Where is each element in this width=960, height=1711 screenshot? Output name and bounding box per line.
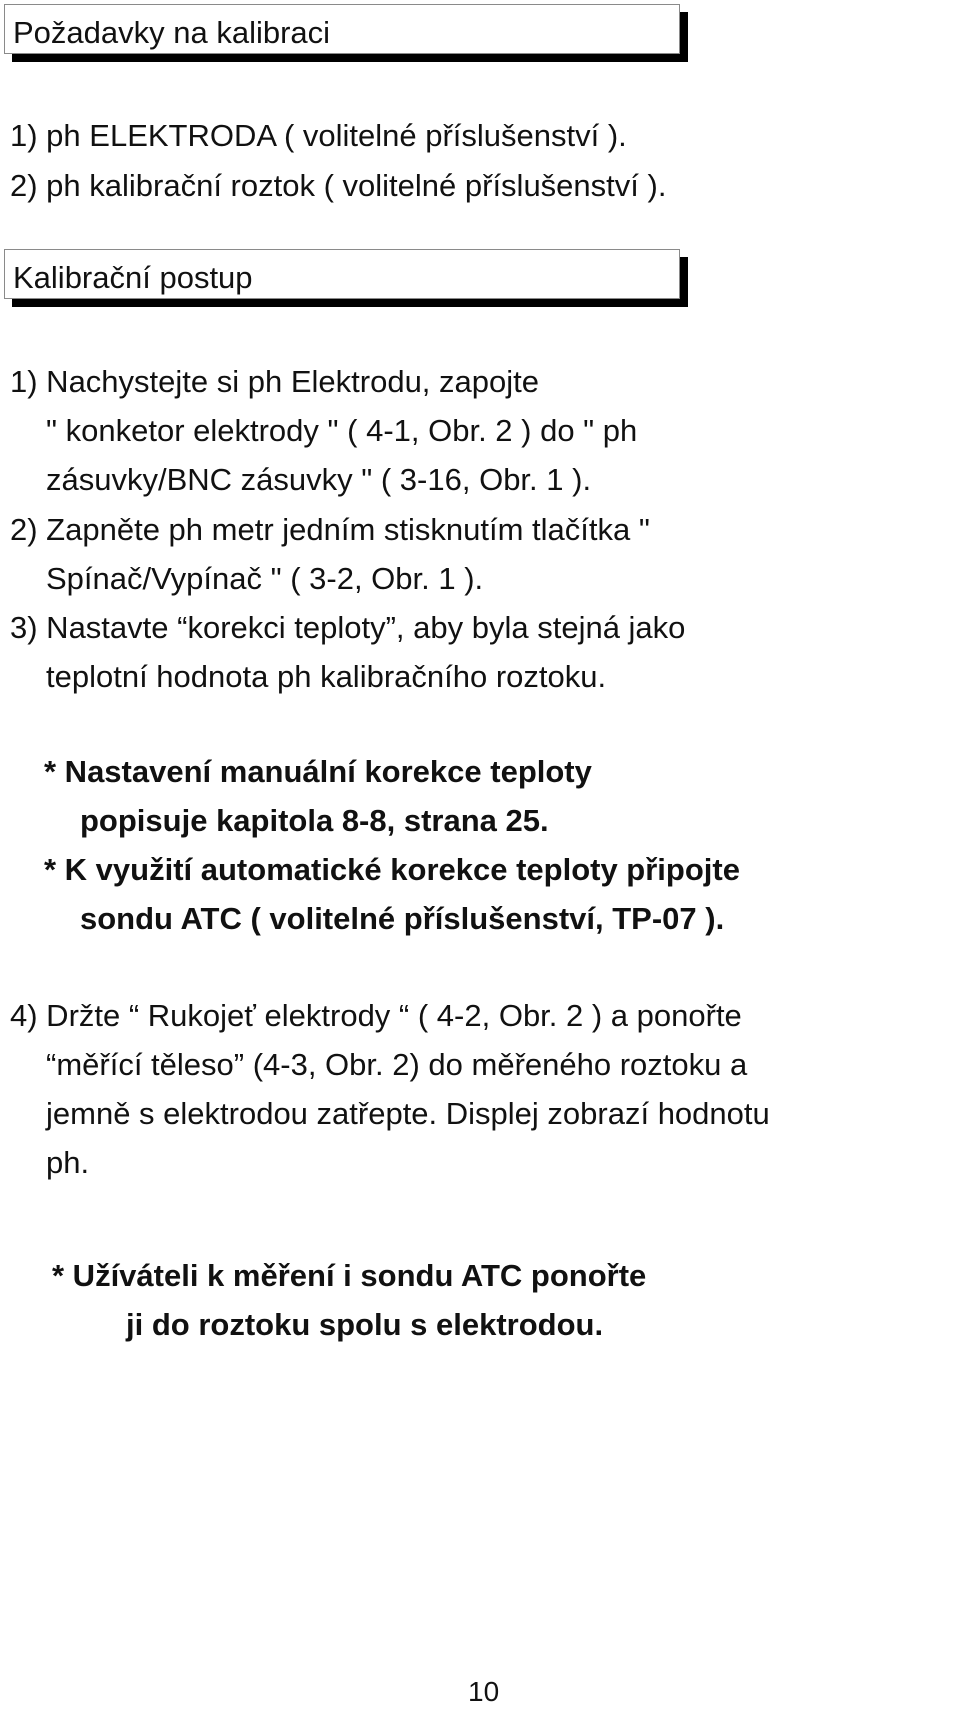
- note-line: * Nastavení manuální korekce teploty: [44, 754, 592, 789]
- procedure-line: " konketor elektrody " ( 4-1, Obr. 2 ) do " ph: [46, 413, 638, 448]
- note2-line: ji do roztoku spolu s elektrodou.: [126, 1307, 604, 1342]
- procedure-line: 3) Nastavte “korekci teploty”, aby byla stejná jako: [10, 610, 686, 645]
- requirement-item: 1) ph ELEKTRODA ( volitelné příslušenství ).: [10, 118, 627, 153]
- procedure-line: teplotní hodnota ph kalibračního roztoku.: [46, 659, 607, 694]
- step4-line: 4) Držte “ Rukojeť elektrody “ ( 4-2, Obr. 2 ) a ponořte: [10, 998, 742, 1033]
- procedure-line: 2) Zapněte ph metr jedním stisknutím tlačítka ": [10, 512, 650, 547]
- heading-text: Požadavky na kalibraci: [13, 15, 331, 50]
- section-heading-procedure: [4, 249, 680, 299]
- step4-line: “měřící těleso” (4-3, Obr. 2) do měřeného roztoku a: [46, 1047, 748, 1082]
- note-line: sondu ATC ( volitelné příslušenství, TP-07 ).: [80, 901, 725, 936]
- step4-line: ph.: [46, 1145, 90, 1180]
- section-heading-requirements: [4, 4, 680, 54]
- note2-line: * Užíváteli k měření i sondu ATC ponořte: [52, 1258, 647, 1293]
- procedure-line: zásuvky/BNC zásuvky " ( 3-16, Obr. 1 ).: [46, 462, 592, 497]
- procedure-line: 1) Nachystejte si ph Elektrodu, zapojte: [10, 364, 539, 399]
- heading-text: Kalibrační postup: [13, 260, 253, 295]
- page-number: 10: [468, 1676, 500, 1707]
- requirement-item: 2) ph kalibrační roztok ( volitelné příslušenství ).: [10, 168, 667, 203]
- note-line: * K využití automatické korekce teploty připojte: [44, 852, 740, 887]
- step4-line: jemně s elektrodou zatřepte. Displej zobrazí hodnotu: [46, 1096, 770, 1131]
- note-line: popisuje kapitola 8-8, strana 25.: [80, 803, 549, 838]
- procedure-line: Spínač/Vypínač " ( 3-2, Obr. 1 ).: [46, 561, 484, 596]
